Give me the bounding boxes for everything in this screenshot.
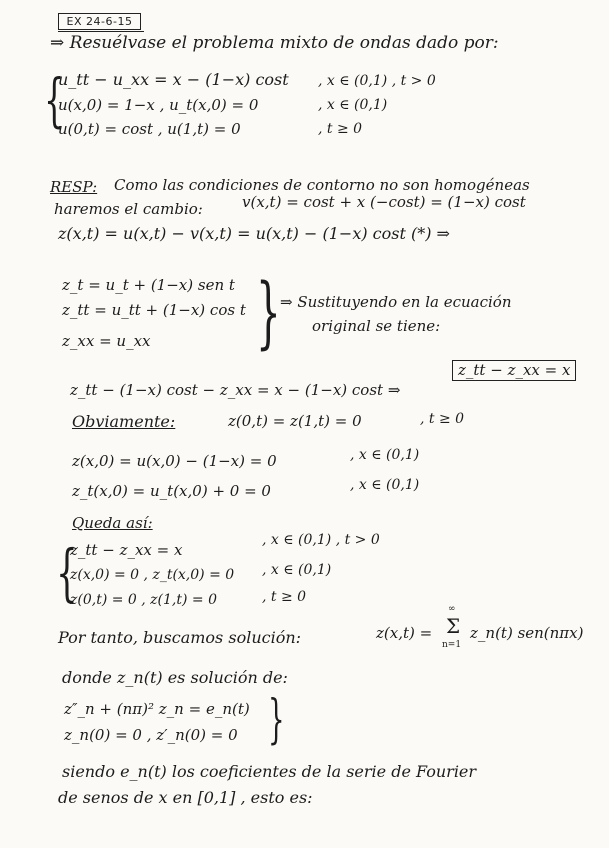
init-2-cond: , x ∈ (0,1)	[350, 477, 420, 493]
problem-eq-3: u(0,t) = cost , u(1,t) = 0	[58, 120, 241, 138]
intro-text: ⇒ Resuélvase el problema mixto de ondas dado por:	[50, 33, 499, 53]
series-term: z_n(t) sen(nπx)	[470, 624, 584, 642]
queda-label: Queda así:	[72, 514, 153, 532]
init-2: z_t(x,0) = u_t(x,0) + 0 = 0	[72, 482, 271, 500]
system-cond-1: , x ∈ (0,1) , t > 0	[262, 532, 380, 548]
system-cond-3: , t ≥ 0	[262, 589, 307, 605]
deriv-1: z_t = u_t + (1−x) sen t	[62, 276, 235, 294]
z-definition: z(x,t) = u(x,t) − v(x,t) = u(x,t) − (1−x) cost (*) ⇒	[58, 224, 450, 243]
substitution-equation: z_tt − (1−x) cost − z_xx = x − (1−x) cost ⇒	[70, 381, 401, 399]
resp-text-1: Como las condiciones de contorno no son homogéneas	[114, 176, 530, 194]
init-1-cond: , x ∈ (0,1)	[350, 447, 420, 463]
problem-cond-2: , x ∈ (0,1)	[318, 97, 388, 113]
ode-1: z″_n + (nπ)² z_n = e_n(t)	[64, 700, 250, 718]
portanto-label: Por tanto, buscamos solución:	[58, 628, 302, 647]
init-1: z(x,0) = u(x,0) − (1−x) = 0	[72, 452, 277, 470]
sum-lower-limit: n=1	[442, 640, 462, 650]
sum-icon: Σ	[446, 614, 461, 638]
derivs-note-1: ⇒ Sustituyendo en la ecuación	[280, 293, 512, 311]
boxed-result: z_tt − z_xx = x	[452, 360, 576, 381]
resp-label: RESP:	[50, 178, 98, 196]
donde-text: donde z_n(t) es solución de:	[62, 668, 288, 687]
problem-eq-1: u_tt − u_xx = x − (1−x) cost	[58, 70, 289, 89]
siendo-text-2: de senos de x en [0,1] , esto es:	[58, 788, 313, 807]
derivs-note-2: original se tiene:	[312, 317, 441, 335]
problem-cond-1: , x ∈ (0,1) , t > 0	[318, 73, 436, 89]
resp-text-2: haremos el cambio:	[54, 200, 203, 218]
ode-2: z_n(0) = 0 , z′_n(0) = 0	[64, 726, 238, 744]
derivs-brace: }	[256, 268, 281, 358]
change-of-variable: v(x,t) = cost + x (−cost) = (1−x) cost	[242, 193, 526, 211]
document-reference: EX 24-6-15	[58, 13, 141, 30]
deriv-2: z_tt = u_tt + (1−x) cos t	[62, 301, 246, 319]
series-lhs: z(x,t) =	[376, 624, 433, 642]
siendo-text-1: siendo e_n(t) los coeficientes de la serie de Fourier	[62, 762, 477, 781]
boundary-conditions: z(0,t) = z(1,t) = 0	[228, 412, 362, 430]
obviamente-label: Obviamente:	[72, 412, 176, 431]
system-brace: {	[56, 536, 78, 609]
problem-cond-3: , t ≥ 0	[318, 121, 363, 137]
system-eq-3: z(0,t) = 0 , z(1,t) = 0	[70, 592, 217, 608]
deriv-3: z_xx = u_xx	[62, 332, 151, 350]
problem-brace: {	[44, 66, 65, 134]
problem-eq-2: u(x,0) = 1−x , u_t(x,0) = 0	[58, 96, 259, 114]
system-eq-1: z_tt − z_xx = x	[70, 541, 183, 559]
header-underline	[58, 31, 144, 32]
system-cond-2: , x ∈ (0,1)	[262, 562, 332, 578]
boundary-cond-range: , t ≥ 0	[420, 411, 465, 427]
ode-brace: }	[268, 690, 285, 750]
system-eq-2: z(x,0) = 0 , z_t(x,0) = 0	[70, 567, 235, 583]
sum-upper-limit: ∞	[448, 604, 456, 614]
